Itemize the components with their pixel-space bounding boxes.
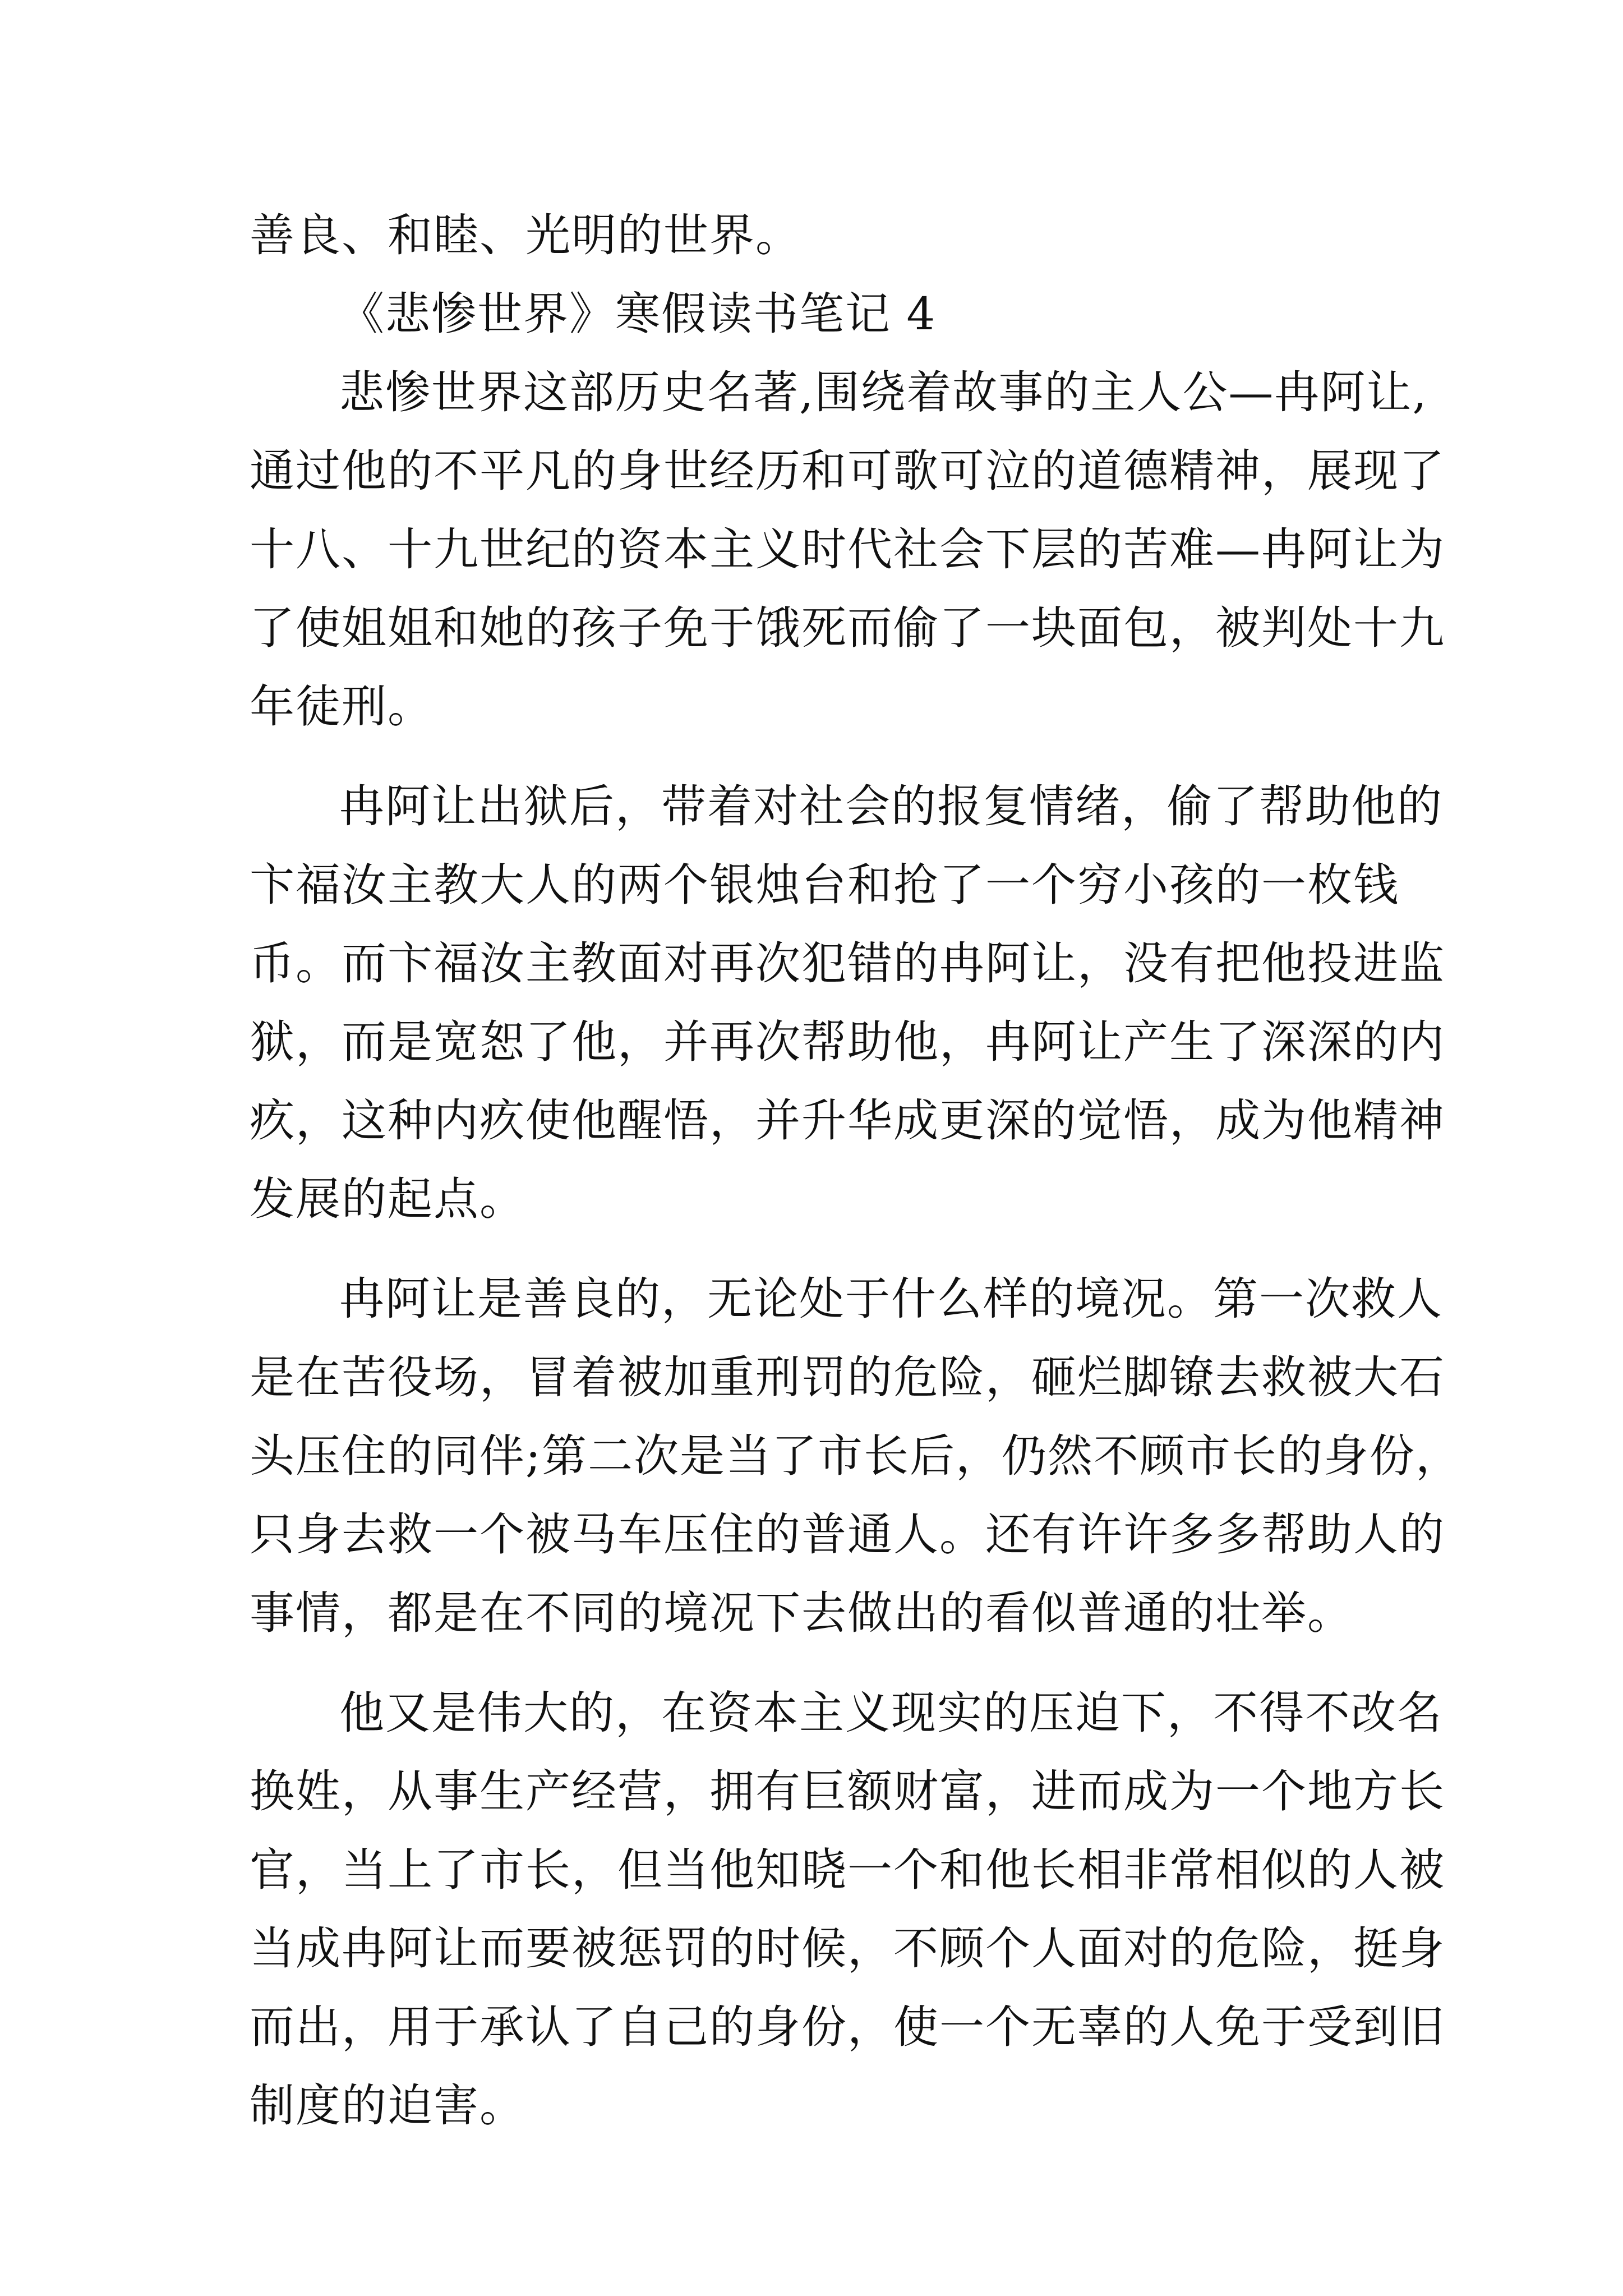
text-line: 十八、十九世纪的资本主义时代社会下层的苦难—冉阿让为 xyxy=(250,523,1445,576)
text-line: 了使姐姐和她的孩子免于饿死而偷了一块面包，被判处十九 xyxy=(250,602,1445,654)
text-line: 事情，都是在不同的境况下去做出的看似普通的壮举。 xyxy=(250,1587,1353,1639)
text-line: 冉阿让是善良的，无论处于什么样的境况。第一次救人 xyxy=(339,1273,1443,1325)
text-line: 币。而卞福汝主教面对再次犯错的冉阿让，没有把他投进监 xyxy=(250,937,1445,990)
document-body xyxy=(250,196,1461,2145)
text-line: 冉阿让出狱后，带着对社会的报复情绪，偷了帮助他的 xyxy=(339,780,1443,832)
text-line: 善良、和睦、光明的世界。 xyxy=(250,209,801,261)
section-title: 《悲惨世界》寒假读书笔记 4 xyxy=(339,288,937,340)
text-line: 他又是伟大的，在资本主义现实的压迫下，不得不改名 xyxy=(339,1687,1443,1739)
text-line: 只身去救一个被马车压住的普通人。还有许许多多帮助人的 xyxy=(250,1508,1445,1561)
text-line: 狱，而是宽恕了他，并再次帮助他，冉阿让产生了深深的内 xyxy=(250,1016,1445,1068)
text-line: 当成冉阿让而要被惩罚的时候，不顾个人面对的危险，挺身 xyxy=(250,1922,1445,1975)
text-line: 年徒刑。 xyxy=(250,680,434,733)
text-line: 头压住的同伴;第二次是当了市长后，仍然不顾市长的身份， xyxy=(250,1430,1461,1482)
text-line: 通过他的不平凡的身世经历和可歌可泣的道德精神，展现了 xyxy=(250,445,1445,497)
text-line: 制度的迫害。 xyxy=(250,2079,525,2132)
text-line: 疚，这种内疚使他醒悟，并升华成更深的觉悟，成为他精神 xyxy=(250,1094,1445,1147)
text-line: 官，当上了市长，但当他知晓一个和他长相非常相似的人被 xyxy=(250,1844,1445,1896)
text-line: 悲惨世界这部历史名著,围绕着故事的主人公—冉阿让, xyxy=(339,366,1428,418)
text-line: 换姓，从事生产经营，拥有巨额财富，进而成为一个地方长 xyxy=(250,1765,1445,1818)
text-line: 是在苦役场，冒着被加重刑罚的危险，砸烂脚镣去救被大石 xyxy=(250,1351,1445,1404)
text-line: 发展的起点。 xyxy=(250,1173,525,1225)
text-line: 卞福汝主教大人的两个银烛台和抢了一个穷小孩的一枚钱 xyxy=(250,859,1399,911)
text-line: 而出，用于承认了自己的身份，使一个无辜的人免于受到旧 xyxy=(250,2001,1445,2053)
